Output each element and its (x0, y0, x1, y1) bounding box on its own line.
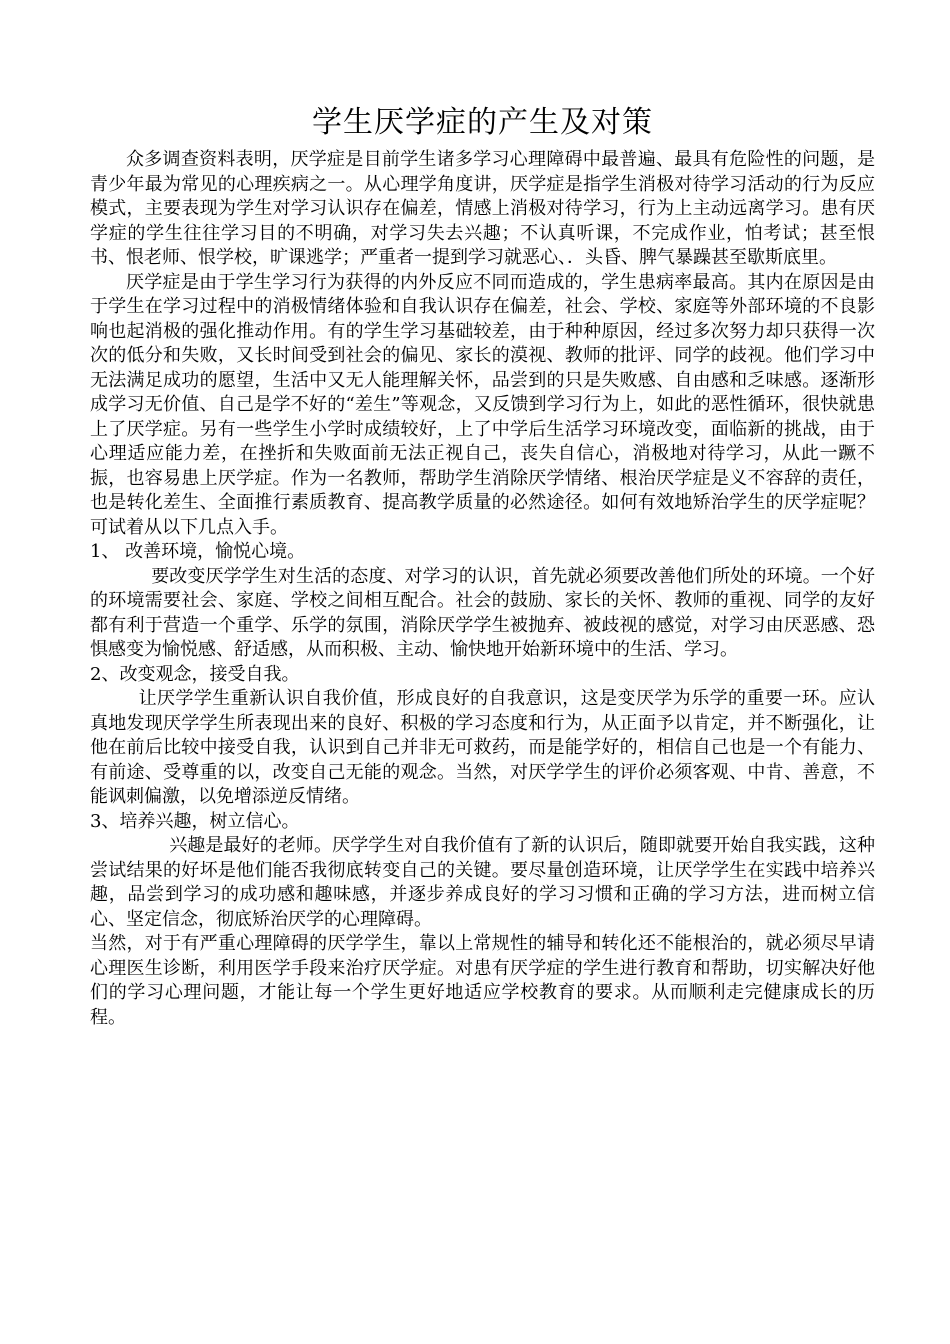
paragraph-section-2: 让厌学学生重新认识自我价值，形成良好的自我意识，这是变厌学为乐学的重要一环。应认真地发现厌学学生所表现出来的良好、积极的学习态度和行为，从正面予以肯定，并不断强化，让他在前后比较中接受自我，认识到自己并非无可救药，而是能学好的，相信自己也是一个有能力、有前途、受尊重的以，改变自己无能的观念。当然，对厌学学生的评价必须客观、中肯、善意，不能讽刺偏激，以免增添逆反情绪。 (90, 688, 875, 807)
paragraph-causes: 厌学症是由于学生学习行为获得的内外反应不同而造成的，学生患病率最高。其内在原因是由于学生在学习过程中的消极情绪体验和自我认识存在偏差，社会、学校、家庭等外部环境的不良影响也起消极的强化推动作用。有的学生学习基础较差，由于种种原因，经过多次努力却只获得一次次的低分和失败，又长时间受到社会的偏见、家长的漠视、教师的批评、同学的歧视。他们学习中无法满足成功的愿望，生活中又无人能理解关怀，品尝到的只是失败感、自由感和乏味感。逐渐形成学习无价值、自己是学不好的“差生”等观念，又反馈到学习行为上，如此的恶性循环，很快就患上了厌学症。另有一些学生小学时成绩较好，上了中学后生活学习环境改变，面临新的挑战，由于心理适应能力差，在挫折和失败面前无法正视自己，丧失自信心，消极地对待学习，从此一蹶不振，也容易患上厌学症。作为一名教师，帮助学生消除厌学情绪、根治厌学症是义不容辞的责任，也是转化差生、全面推行素质教育、提高教学质量的必然途径。如何有效地矫治学生的厌学症呢？可试着从以下几点入手。 (90, 271, 875, 538)
section-heading-1: 1、 改善环境，愉悦心境。 (90, 541, 306, 562)
paragraph-intro: 众多调查资料表明，厌学症是目前学生诸多学习心理障碍中最普遍、最具有危险性的问题，是青少年最为常见的心理疾病之一。从心理学角度讲，厌学症是指学生消极对待学习活动的行为反应模式，主要表现为学生对学习认识存在偏差，情感上消极对待学习，行为上主动远离学习。患有厌学症的学生往往学习目的不明确，对学习失去兴趣；不认真听课，不完成作业，怕考试；甚至恨书、恨老师、恨学校，旷课逃学；严重者一提到学习就恶心、．头昏、脾气暴躁甚至歇斯底里。 (90, 149, 875, 268)
paragraph-section-3: 兴趣是最好的老师。厌学学生对自我价值有了新的认识后，随即就要开始自我实践，这种尝试结果的好坏是他们能否我彻底转变自己的关键。要尽量创造环境，让厌学学生在实践中培养兴趣，品尝到学习的成功感和趣味感，并逐步养成良好的学习习惯和正确的学习方法，进而树立信心、坚定信念，彻底矫治厌学的心理障碍。 (90, 835, 875, 930)
section-heading-3: 3、培养兴趣，树立信心。 (90, 810, 300, 832)
section-heading-2: 2、改变观念，接受自我。 (90, 663, 300, 685)
document-page (90, 100, 875, 1030)
paragraph-section-1: 要改变厌学学生对生活的态度、对学习的认识，首先就必须要改善他们所处的环境。一个好的环境需要社会、家庭、学校之间相互配合。社会的鼓励、家长的关怀、教师的重视、同学的友好都有利于营造一个重学、乐学的氛围，消除厌学学生被抛弃、被歧视的感觉，对学习由厌恶感、恐惧感变为愉悦感、舒适感，从而积极、主动、愉快地开始新环境中的生活、学习。 (90, 565, 875, 660)
paragraph-conclusion: 当然，对于有严重心理障碍的厌学学生，靠以上常规性的辅导和转化还不能根治的，就必须尽早请心理医生诊断，利用医学手段来治疗厌学症。对患有厌学症的学生进行教育和帮助，切实解决好他们的学习心理问题，才能让每一个学生更好地适应学校教育的要求。从而顺利走完健康成长的历程。 (90, 933, 875, 1028)
document-title: 学生厌学症的产生及对策 (312, 105, 653, 140)
